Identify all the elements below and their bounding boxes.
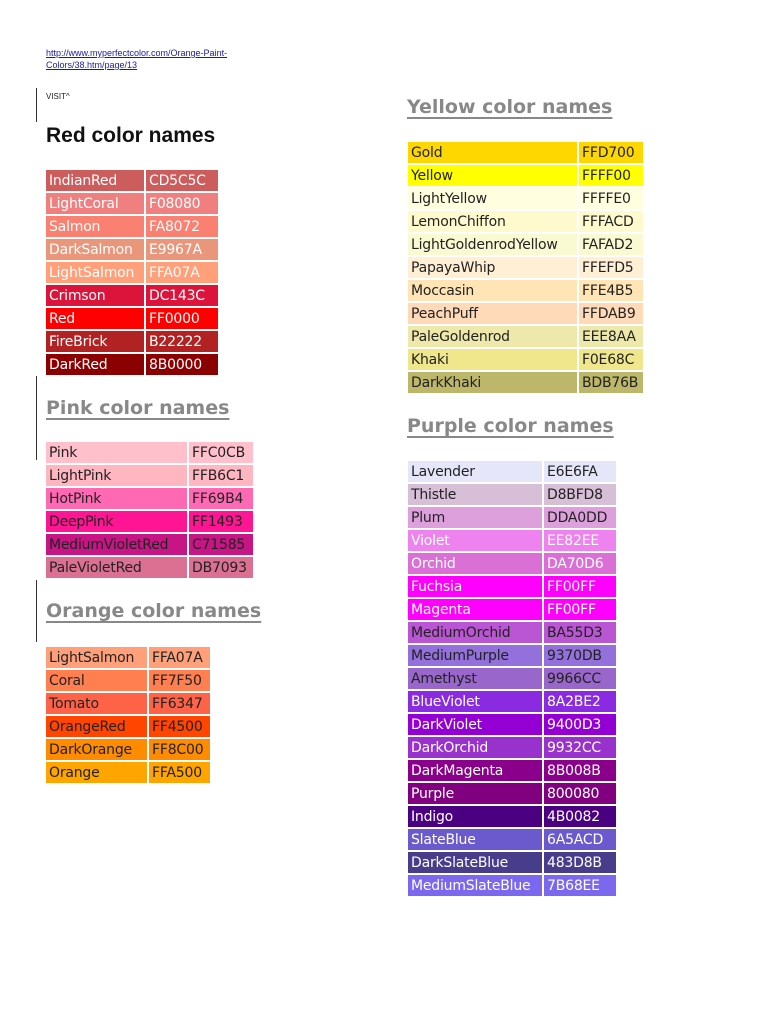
- color-name-cell: LightPink: [44, 465, 189, 488]
- color-name-cell: Pink: [44, 442, 189, 465]
- color-hex-cell: CD5C5C: [146, 170, 220, 193]
- color-row: [406, 852, 618, 875]
- color-row: [406, 303, 645, 326]
- color-hex-cell: DA70D6: [544, 553, 618, 576]
- color-row: [44, 557, 255, 580]
- color-hex-cell: FFB6C1: [189, 465, 255, 488]
- color-row: [406, 326, 645, 349]
- purple-color-table: [406, 461, 618, 898]
- color-name-cell: Violet: [406, 530, 544, 553]
- color-row: [406, 714, 618, 737]
- color-row: [406, 691, 618, 714]
- color-row: [44, 331, 220, 354]
- color-row: [406, 461, 618, 484]
- color-name-cell: LightSalmon: [44, 647, 149, 670]
- source-link[interactable]: http://www.myperfectcolor.com/Orange-Paint-Colors/38.htm/page/13: [46, 48, 228, 70]
- color-row: [44, 442, 255, 465]
- color-row: [406, 829, 618, 852]
- color-name-cell: SlateBlue: [406, 829, 544, 852]
- color-hex-cell: DB7093: [189, 557, 255, 580]
- color-name-cell: DarkKhaki: [406, 372, 579, 395]
- color-hex-cell: FAFAD2: [579, 234, 645, 257]
- color-row: [406, 737, 618, 760]
- color-name-cell: Salmon: [44, 216, 146, 239]
- color-name-cell: Tomato: [44, 693, 149, 716]
- color-hex-cell: F0E68C: [579, 349, 645, 372]
- color-name-cell: IndianRed: [44, 170, 146, 193]
- red-color-table: [44, 170, 220, 377]
- color-name-cell: Coral: [44, 670, 149, 693]
- color-hex-cell: FFFACD: [579, 211, 645, 234]
- color-row: [44, 534, 255, 557]
- color-name-cell: OrangeRed: [44, 716, 149, 739]
- color-hex-cell: E9967A: [146, 239, 220, 262]
- color-row: [44, 739, 212, 762]
- color-hex-cell: C71585: [189, 534, 255, 557]
- color-row: [406, 142, 645, 165]
- color-name-cell: Orchid: [406, 553, 544, 576]
- color-hex-cell: FFA07A: [149, 647, 212, 670]
- color-name-cell: PapayaWhip: [406, 257, 579, 280]
- color-hex-cell: FFDAB9: [579, 303, 645, 326]
- color-name-cell: BlueViolet: [406, 691, 544, 714]
- color-hex-cell: FF00FF: [544, 576, 618, 599]
- color-hex-cell: FFD700: [579, 142, 645, 165]
- pink-heading: Pink color names: [46, 397, 230, 419]
- color-hex-cell: B22222: [146, 331, 220, 354]
- color-hex-cell: FFFF00: [579, 165, 645, 188]
- color-row: [44, 285, 220, 308]
- color-row: [44, 693, 212, 716]
- color-hex-cell: FF7F50: [149, 670, 212, 693]
- color-hex-cell: BA55D3: [544, 622, 618, 645]
- color-row: [406, 875, 618, 898]
- color-name-cell: LightGoldenrodYellow: [406, 234, 579, 257]
- color-hex-cell: 9966CC: [544, 668, 618, 691]
- color-hex-cell: FFE4B5: [579, 280, 645, 303]
- color-row: [406, 484, 618, 507]
- yellow-heading: Yellow color names: [407, 96, 613, 118]
- color-name-cell: DarkViolet: [406, 714, 544, 737]
- color-row: [44, 488, 255, 511]
- color-row: [406, 553, 618, 576]
- color-row: [406, 372, 645, 395]
- color-name-cell: DarkRed: [44, 354, 146, 377]
- color-hex-cell: FFA07A: [146, 262, 220, 285]
- color-name-cell: DarkMagenta: [406, 760, 544, 783]
- color-row: [44, 716, 212, 739]
- color-name-cell: LightSalmon: [44, 262, 146, 285]
- color-hex-cell: FA8072: [146, 216, 220, 239]
- color-hex-cell: F08080: [146, 193, 220, 216]
- color-hex-cell: D8BFD8: [544, 484, 618, 507]
- yellow-color-table: [406, 142, 645, 395]
- color-hex-cell: 4B0082: [544, 806, 618, 829]
- color-hex-cell: FF69B4: [189, 488, 255, 511]
- color-row: [44, 216, 220, 239]
- color-name-cell: PeachPuff: [406, 303, 579, 326]
- margin-line: [36, 88, 37, 122]
- color-name-cell: Moccasin: [406, 280, 579, 303]
- color-row: [44, 762, 212, 785]
- margin-line: [36, 376, 37, 460]
- color-row: [406, 622, 618, 645]
- visit-label: VISIT^: [46, 92, 70, 101]
- color-row: [406, 806, 618, 829]
- color-name-cell: LightYellow: [406, 188, 579, 211]
- color-row: [406, 783, 618, 806]
- color-name-cell: LemonChiffon: [406, 211, 579, 234]
- orange-color-table: [44, 647, 212, 785]
- color-row: [406, 668, 618, 691]
- margin-line: [36, 580, 37, 642]
- color-row: [44, 170, 220, 193]
- color-name-cell: PaleVioletRed: [44, 557, 189, 580]
- color-name-cell: Fuchsia: [406, 576, 544, 599]
- color-row: [406, 165, 645, 188]
- color-hex-cell: EEE8AA: [579, 326, 645, 349]
- color-row: [406, 507, 618, 530]
- color-hex-cell: 9400D3: [544, 714, 618, 737]
- color-row: [44, 354, 220, 377]
- color-hex-cell: E6E6FA: [544, 461, 618, 484]
- color-name-cell: Orange: [44, 762, 149, 785]
- color-hex-cell: FF1493: [189, 511, 255, 534]
- color-row: [44, 193, 220, 216]
- color-hex-cell: 9932CC: [544, 737, 618, 760]
- color-hex-cell: DC143C: [146, 285, 220, 308]
- color-row: [406, 530, 618, 553]
- color-row: [44, 511, 255, 534]
- color-hex-cell: 483D8B: [544, 852, 618, 875]
- color-name-cell: LightCoral: [44, 193, 146, 216]
- color-name-cell: FireBrick: [44, 331, 146, 354]
- color-hex-cell: 8B0000: [146, 354, 220, 377]
- color-hex-cell: 9370DB: [544, 645, 618, 668]
- color-name-cell: Yellow: [406, 165, 579, 188]
- color-name-cell: Thistle: [406, 484, 544, 507]
- color-row: [406, 280, 645, 303]
- color-name-cell: Indigo: [406, 806, 544, 829]
- color-name-cell: MediumOrchid: [406, 622, 544, 645]
- color-name-cell: Plum: [406, 507, 544, 530]
- color-row: [44, 670, 212, 693]
- color-name-cell: Khaki: [406, 349, 579, 372]
- color-row: [44, 262, 220, 285]
- color-hex-cell: FF8C00: [149, 739, 212, 762]
- color-hex-cell: 6A5ACD: [544, 829, 618, 852]
- color-row: [406, 211, 645, 234]
- color-row: [406, 760, 618, 783]
- color-row: [406, 234, 645, 257]
- orange-heading: Orange color names: [46, 600, 262, 622]
- color-hex-cell: 800080: [544, 783, 618, 806]
- color-name-cell: DarkOrange: [44, 739, 149, 762]
- color-hex-cell: FFFFE0: [579, 188, 645, 211]
- red-heading: Red color names: [46, 124, 216, 147]
- color-row: [406, 188, 645, 211]
- color-hex-cell: DDA0DD: [544, 507, 618, 530]
- color-row: [406, 599, 618, 622]
- color-row: [406, 349, 645, 372]
- color-hex-cell: FFEFD5: [579, 257, 645, 280]
- color-row: [406, 645, 618, 668]
- color-name-cell: PaleGoldenrod: [406, 326, 579, 349]
- color-name-cell: Purple: [406, 783, 544, 806]
- color-hex-cell: FFA500: [149, 762, 212, 785]
- color-name-cell: DarkSlateBlue: [406, 852, 544, 875]
- color-row: [406, 257, 645, 280]
- color-name-cell: Crimson: [44, 285, 146, 308]
- color-row: [44, 465, 255, 488]
- color-hex-cell: 7B68EE: [544, 875, 618, 898]
- purple-heading: Purple color names: [407, 415, 614, 437]
- color-hex-cell: FF0000: [146, 308, 220, 331]
- color-row: [406, 576, 618, 599]
- color-name-cell: DeepPink: [44, 511, 189, 534]
- color-hex-cell: FF00FF: [544, 599, 618, 622]
- color-row: [44, 239, 220, 262]
- color-hex-cell: BDB76B: [579, 372, 645, 395]
- color-name-cell: Gold: [406, 142, 579, 165]
- color-hex-cell: EE82EE: [544, 530, 618, 553]
- color-name-cell: MediumPurple: [406, 645, 544, 668]
- color-name-cell: Red: [44, 308, 146, 331]
- color-name-cell: Lavender: [406, 461, 544, 484]
- color-row: [44, 308, 220, 331]
- color-row: [44, 647, 212, 670]
- color-name-cell: DarkSalmon: [44, 239, 146, 262]
- color-hex-cell: FF4500: [149, 716, 212, 739]
- color-name-cell: Amethyst: [406, 668, 544, 691]
- color-hex-cell: FF6347: [149, 693, 212, 716]
- color-hex-cell: 8B008B: [544, 760, 618, 783]
- pink-color-table: [44, 442, 255, 580]
- color-hex-cell: 8A2BE2: [544, 691, 618, 714]
- color-name-cell: HotPink: [44, 488, 189, 511]
- color-name-cell: MediumVioletRed: [44, 534, 189, 557]
- color-name-cell: MediumSlateBlue: [406, 875, 544, 898]
- color-hex-cell: FFC0CB: [189, 442, 255, 465]
- color-name-cell: Magenta: [406, 599, 544, 622]
- color-name-cell: DarkOrchid: [406, 737, 544, 760]
